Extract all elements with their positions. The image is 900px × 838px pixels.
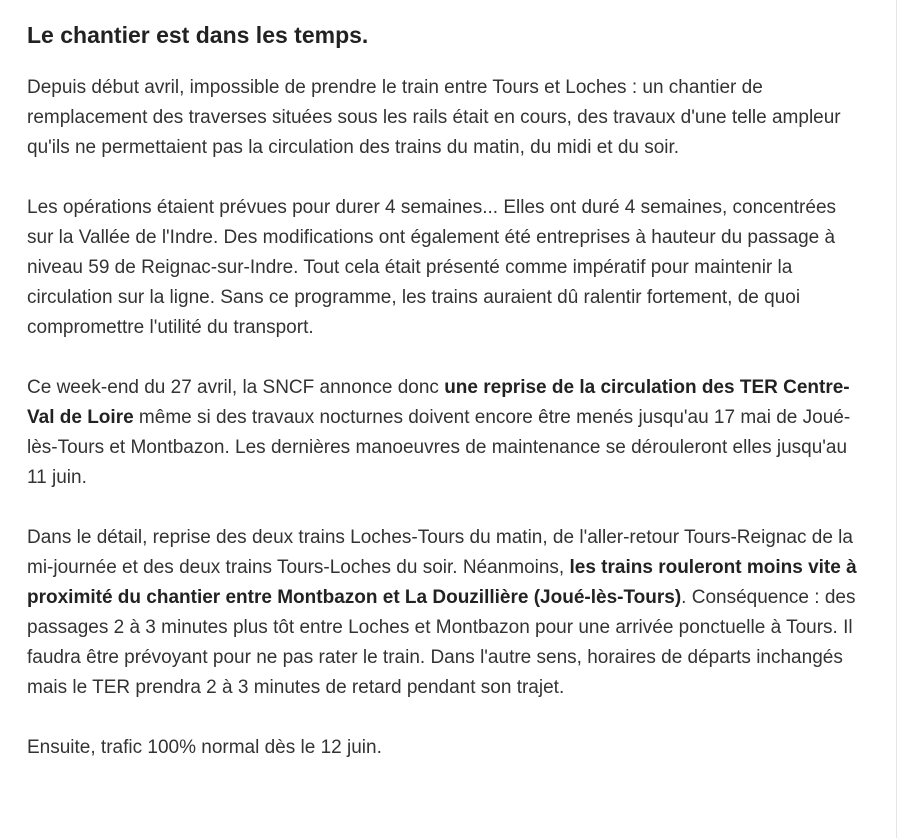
paragraph-text: même si des travaux nocturnes doivent encore être menés jusqu'au 17 mai de Joué-lès-Tours et Montbazon. Les dernières manoeuvres de maintenance se dérouleront elles jusqu'au 11 juin. bbox=[27, 407, 851, 488]
highlight-slowdown: les trains rouleront moins vite à proximité du chantier entre Montbazon et La Douzillière (Joué-lès-Tours) bbox=[27, 557, 857, 608]
paragraph-text: Dans le détail, reprise des deux trains Loches-Tours du matin, de l'aller-retour Tours-Reignac de la mi-journée et des deux trains Tours-Loches du soir. Néanmoins, bbox=[27, 527, 853, 578]
paragraph-closure: Depuis début avril, impossible de prendre le train entre Tours et Loches : un chantier de remplacement des traverses situées sous les rails était en cours, des travaux d'une telle ampleur qu'ils ne permettaient pas la circulation des trains du matin, du midi et du soir. bbox=[27, 77, 841, 158]
paragraph-normal-traffic: Ensuite, trafic 100% normal dès le 12 juin. bbox=[27, 737, 382, 758]
paragraph-text: Ce week-end du 27 avril, la SNCF annonce donc bbox=[27, 377, 445, 398]
highlight-reprise: une reprise de la circulation des TER Centre-Val de Loire bbox=[27, 377, 850, 428]
paragraph-reprise bbox=[27, 373, 860, 493]
paragraph-operations: Les opérations étaient prévues pour durer 4 semaines... Elles ont duré 4 semaines, concentrées sur la Vallée de l'Indre. Des modifications ont également été entreprises à hauteur du passage à niveau 59 de Reignac-sur-Indre. Tout cela était présenté comme impératif pour maintenir la circulation sur la ligne. Sans ce programme, les trains auraient dû ralentir fortement, de quoi compromettre l'utilité du transport. bbox=[27, 197, 837, 338]
paragraph-text: . Conséquence : des passages 2 à 3 minutes plus tôt entre Loches et Montbazon pour une arrivée ponctuelle à Tours. Il faudra être prévoyant pour ne pas rater le train. Dans l'autre sens, horaires de départs inchangés mais le TER prendra 2 à 3 minutes de retard pendant son trajet. bbox=[27, 587, 856, 698]
article-title: Le chantier est dans les temps. bbox=[27, 22, 369, 48]
paragraph-details bbox=[27, 523, 860, 703]
right-border-divider bbox=[896, 0, 897, 838]
